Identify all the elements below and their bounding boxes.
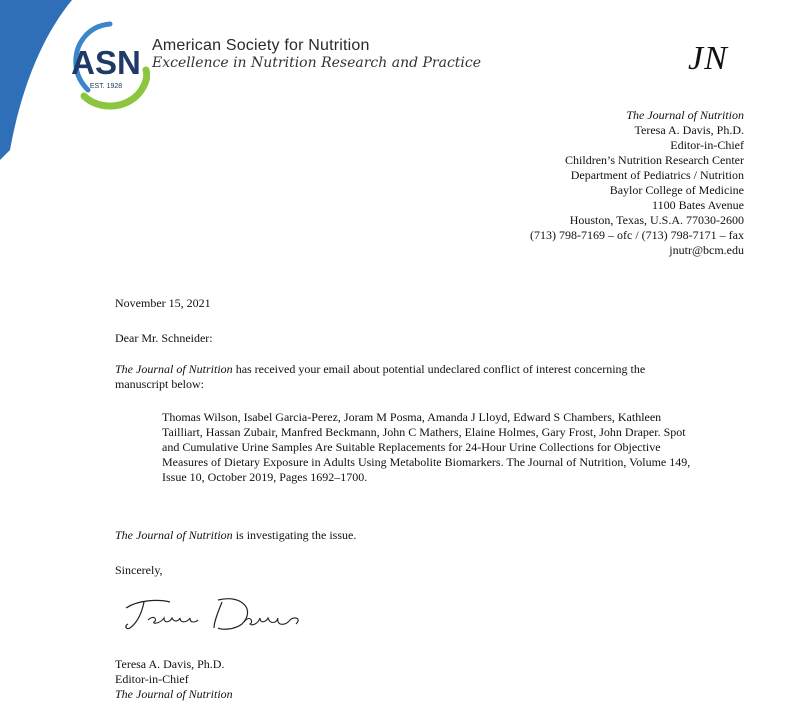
journal-name: The Journal of Nutrition <box>115 528 233 542</box>
address-line: Teresa A. Davis, Ph.D. <box>634 123 744 137</box>
address-line: (713) 798-7169 – ofc / (713) 798-7171 – fax <box>530 228 744 242</box>
address-line: Department of Pediatrics / Nutrition <box>570 168 744 182</box>
closing: Sincerely, <box>115 563 163 577</box>
logo-established: EST. 1928 <box>89 83 123 90</box>
body-paragraph-1 <box>115 362 675 392</box>
address-journal: The Journal of Nutrition <box>626 108 744 122</box>
organization-block <box>152 37 481 71</box>
address-line: Children’s Nutrition Research Center <box>565 153 744 167</box>
signatory-journal: The Journal of Nutrition <box>115 687 233 701</box>
org-name: American Society for Nutrition <box>152 37 370 54</box>
paragraph-text: is investigating the issue. <box>232 528 357 542</box>
address-block <box>530 108 744 258</box>
asn-logo <box>66 18 150 110</box>
handwritten-signature <box>118 590 308 638</box>
logo-text: ASN <box>71 44 141 81</box>
paragraph-text: has received your email about potential undeclared conflict of interest concerning the manuscript below: <box>115 362 646 391</box>
signatory-name: Teresa A. Davis, Ph.D. <box>115 657 225 671</box>
body-paragraph-2 <box>115 528 715 543</box>
org-tagline: Excellence in Nutrition Research and Practice <box>152 55 482 71</box>
address-line: Editor-in-Chief <box>670 138 744 152</box>
signatory-title: Editor-in-Chief <box>115 672 189 686</box>
address-line: Houston, Texas, U.S.A. 77030-2600 <box>569 213 744 227</box>
address-line: Baylor College of Medicine <box>609 183 744 197</box>
manuscript-citation: Thomas Wilson, Isabel Garcia-Perez, Joram M Posma, Amanda J Lloyd, Edward S Chambers, Kathleen Tailliart, Hassan Zubair, Manfred Beckmann, John C Mathers, Elaine Holmes, Gary Frost, John Draper. Spot and Cumulative Urine Samples Are Suitable Replacements for 24-Hour Urine Collections for Objective Measures of Dietary Exposure in Adults Using Metabolite Biomarkers. The Journal of Nutrition, Volume 149, Issue 10, October 2019, Pages 1692–1700. <box>162 410 691 484</box>
journal-name: The Journal of Nutrition <box>115 362 233 376</box>
journal-mark: JN <box>688 40 728 77</box>
address-line: 1100 Bates Avenue <box>652 198 744 212</box>
letter-date: November 15, 2021 <box>115 296 211 310</box>
address-email: jnutr@bcm.edu <box>669 243 744 257</box>
salutation: Dear Mr. Schneider: <box>115 331 213 345</box>
